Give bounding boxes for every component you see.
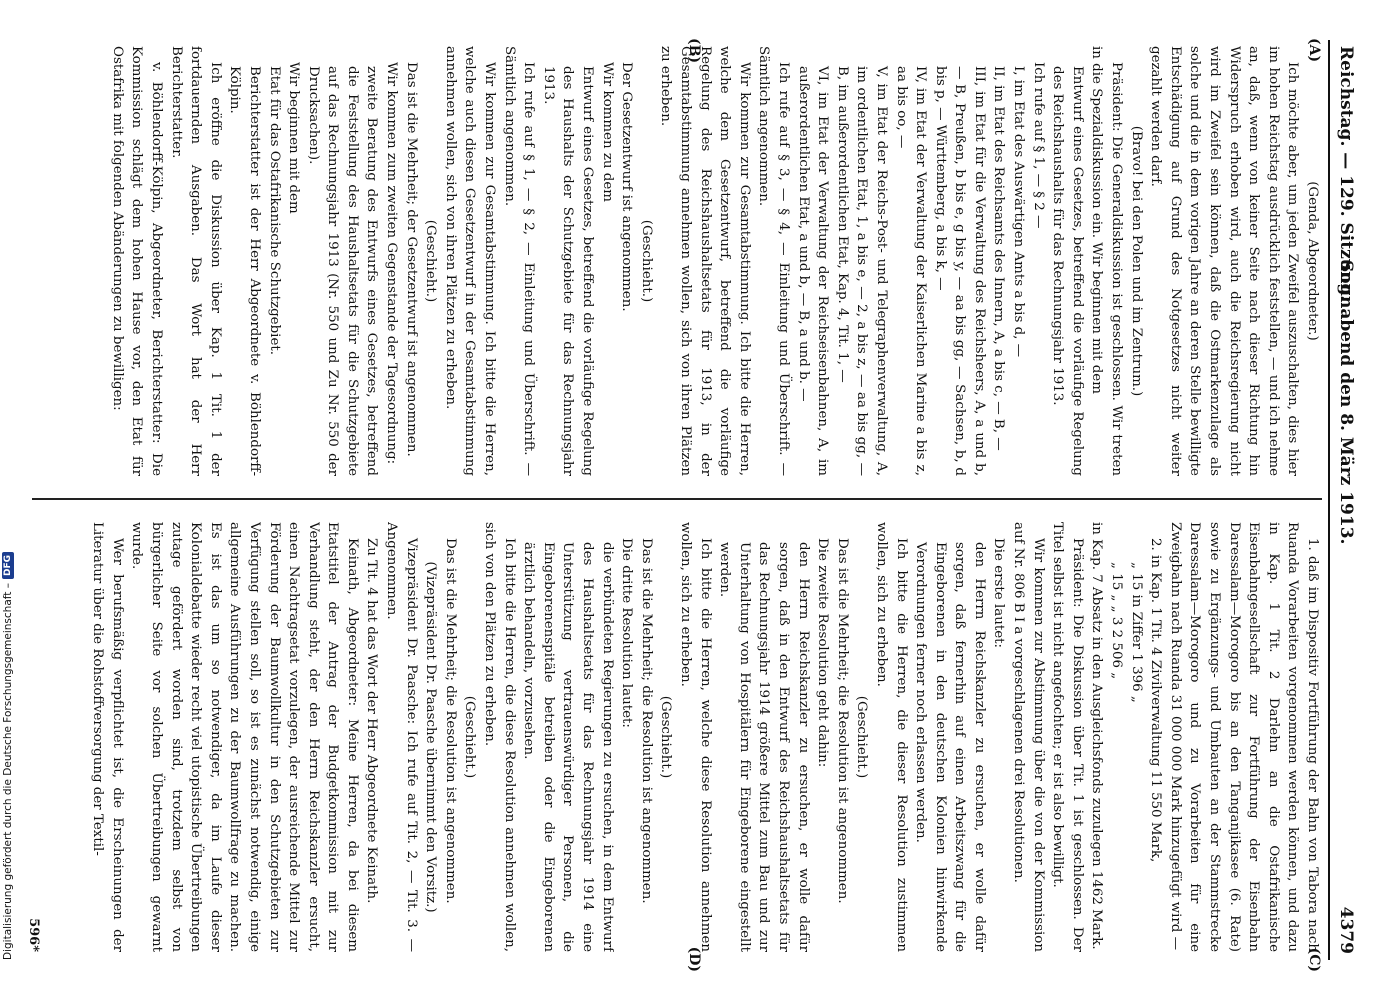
scanned-page (22, 38, 1362, 972)
page-number: 4379 (1336, 906, 1356, 954)
credit-strip (0, 40, 17, 960)
paragraph: Etat für das Ostafrikanische Schutzgebiet. (266, 66, 282, 356)
credit-text: Digitalisierung gefördert durch die Deutsche Forschungsgemeinschaft – (2, 583, 14, 960)
paragraph: die verbündeten Regierungen zu ersuchen, in dem Entwurf des Haushaltsetats für das Rechnungsjahr 1914 eine Unterstützung vertrauenswürdiger Personen, die Eingeborenenspitäle betreiben oder die Eingeborenen ärztlich behandeln, vorzusehen. (521, 542, 615, 952)
paragraph: (Vizepräsident Dr. Paasche übernimmt den Vorsitz.) (423, 561, 439, 913)
paragraph: v. Böhlendorff-Kölpin, Abgeordneter, Berichterstatter: Die Kommission schlägt dem hohen Hause vor, den Etat für Ostafrika mit folgenden Abänderungen zu bewilligen: (109, 46, 164, 476)
left-text-column (32, 46, 1322, 476)
paragraph: Wer berufsmäßig verpflichtet ist, die Erscheinungen der Literatur über die Rohstoffversorgung der Textil- (90, 522, 125, 952)
margin-marker-d: (D) (686, 946, 702, 972)
paragraph: Wir kommen zu dem (599, 62, 615, 202)
paragraph: Das ist die Mehrheit; die Resolution ist angenommen. (638, 538, 654, 904)
paragraph: (Geschieht.) (638, 219, 654, 303)
paragraph: Ich rufe auf § 1, — § 2, — Einleitung und Überschrift. — Sämtlich angenommen. (501, 46, 537, 476)
paragraph: Das ist die Mehrheit; die Resolution ist angenommen. (442, 538, 458, 904)
paragraph: IV, im Etat der Verwaltung der Kaiserlichen Marine a bis z, aa bis oo, — (893, 66, 929, 476)
paragraph: Vizepräsident Dr. Paasche: Ich rufe auf Tit. 2, — Tit. 3. — Angenommen. (384, 522, 419, 952)
paragraph: Ich möchte aber, um jeden Zweifel auszuschalten, dies hier im hohen Reichstag ausdrücklich feststellen, — und ich nehme an, daß, wenn von keiner Seite nach dieser Richtung hin Widerspruch erhoben wird, auch die Reichsregierung nicht wird im Zweifel sein können, daß die Ostmarkenzulage als solche und die in dem vorigen Jahre an deren Stelle bewilligte Entschädigung auf Grund des Notgesetzes nicht weiter gezahlt werden darf. (1148, 46, 1301, 476)
paragraph: Zu Tit. 4 hat das Wort der Herr Abgeordnete Keinath. (364, 538, 380, 904)
paragraph: Wir kommen zur Abstimmung über die von der Kommission auf Nr. 806 B I a vorgeschlagenen drei Resolutionen. (1011, 522, 1046, 952)
paragraph: Berichterstatter ist der Herr Abgeordnete v. Böhlendorff-Kölpin. (227, 66, 262, 476)
paragraph: (Genda, Abgeordneter.) (1305, 181, 1320, 341)
paragraph: Ich bitte die Herren, die dieser Resolution zustimmen wollen, sich zu erheben. (873, 522, 909, 952)
column-divider (32, 498, 1322, 500)
paragraph: Ich rufe auf § 1, — § 2 — (1030, 62, 1046, 229)
paragraph: zweite Beratung des Entwurfs eines Gesetzes, betreffend die Feststellung des Haushaltsetats für die Schutzgebiete auf das Rechnungsjahr 1913 (Nr. 550 und Zu Nr. 550 der Drucksachen). (305, 66, 380, 476)
paragraph: den Herrn Reichskanzler zu ersuchen, er wolle dafür sorgen, daß fernerhin auf einen Arbeitszwang für die Eingeborenen in den deutschen Kolonien hinwirkende Verordnungen ferner noch erlassen werden. (913, 542, 987, 952)
paragraph: Entwurf eines Gesetzes, betreffend die vorläufige Regelung des Haushalts der Schutzgebiete für das Rechnungsjahr 1913. (540, 66, 596, 476)
paragraph: „ 15 in Ziffer 1 396 „ (1128, 562, 1144, 703)
margin-marker-b: (B) (686, 38, 702, 64)
paragraph: Präsident: Die Generaldiskussion ist geschlossen. Wir treten in die Spezialdiskussion ein. Wir beginnen mit dem (1089, 46, 1125, 476)
paragraph: Die zweite Resolution geht dahin: (815, 538, 831, 768)
right-text-column (32, 522, 1322, 952)
paragraph: Wir beginnen mit dem (286, 62, 302, 214)
paragraph: Das ist die Mehrheit; der Gesetzentwurf ist angenommen. (403, 62, 419, 457)
paragraph: Ich bitte die Herren, die diese Resolution annehmen wollen, sich von den Plätzen zu erheben. (482, 522, 517, 952)
paragraph: Keinath, Abgeordneter: Meine Herren, da bei diesem Etatstitel der Antrag der Budgetkommission mit zur Verhandlung steht, der den Herrn Reichskanzler ersucht, einen Nachtragsetat vorzulegen, der ausreichende Mittel zur Förderung der Baumwollkultur in den Schutzgebieten zur Verfügung stellen soll, so ist es zunächst notwendig, einige allgemeine Ausführungen zu der Baumwollfrage zu machen. Es ist das um so notwendiger, da im Laufe dieser Kolonialdebatte wieder recht viel utopistische Übertreibungen zutage gefördert worden sind, trotzdem selbst von bürgerlicher Seite vor solchen Übertreibungen gewarnt wurde. (129, 522, 360, 952)
paragraph: III, im Etat für die Verwaltung des Reichsheers, A, a und b, — B, Preußen, b bis e, g bis y, — aa bis gg, — Sachsen, b, d bis p, — Württemberg, a bis k, — (932, 66, 987, 476)
paragraph: den Herrn Reichskanzler zu ersuchen, er wolle dafür sorgen, daß in den Entwurf des Reichshaushaltsetats für das Rechnungsjahr 1914 größere Mittel zum Bau und zur Unterhaltung von Hospitälern für Eingeborene eingestellt werden. (717, 542, 811, 952)
paragraph: Präsident: Die Diskussion über Tit. 1 ist geschlossen. Der Titel selbst ist nicht angefochten; er ist also bewilligt. (1050, 522, 1085, 952)
paragraph: Ich eröffne die Diskussion über Kap. 1 Tit. 1 der fortdauernden Ausgaben. Das Wort hat der Herr Berichterstatter. (168, 46, 223, 476)
paragraph: I, im Etat des Auswärtigen Amts a bis d, — (1011, 66, 1027, 358)
paragraph: (Bravo! bei den Polen und im Zentrum.) (1128, 125, 1144, 397)
paragraph: in Kap. 7 Absatz in den Ausgleichsfonds zuzulegen 1462 Mark. (1089, 522, 1105, 950)
header-rule (1328, 40, 1330, 960)
paragraph: Entwurf eines Gesetzes, betreffend die vorläufige Regelung des Reichshaushalts für das Rechnungsjahr 1913. (1050, 66, 1085, 476)
paragraph: 1. daß im Dispositiv Fortführung der Bahn von Tabora nach Ruanda Vorarbeiten vorgenommen werden können, und dazu in Kap. 1 Tit. 2 Darlehn an die Ostafrikanische Eisenbahngesellschaft zur Fortführung der Eisenbahn Daressalam—Morogoro bis an den Tanganjikasee (6. Rate) sowie zu Ergänzungs- und Umbauten an der Stammstrecke Daressalam—Morogoro und zu Vorarbeiten für eine Zweigbahn nach Ruanda 31 000 000 Mark hinzugefügt wird — (1167, 522, 1320, 952)
paragraph: Wir kommen zur Gesamtabstimmung. Ich bitte die Herren, welche dem Gesetzentwurf, betreffend die vorläufige Regelung des Reichshaushaltsetats für 1913, in der Gesamtabstimmung annehmen wollen, sich von ihren Plätzen zu erheben. (658, 46, 752, 476)
paragraph: II, im Etat des Reichsamts des Innern, A, a bis c, — B, — (991, 66, 1007, 451)
header-left: Reichstag. — 129. Sitzung. (1336, 46, 1356, 302)
paragraph: Wir kommen zur Gesamtabstimmung. Ich bitte die Herren, welche auch diesen Gesetzentwurf in der Gesamtabstimmung annehmen wollen, sich von ihren Plätzen zu erheben. (442, 46, 498, 476)
paragraph: V, im Etat der Reichs-Post- und Telegraphenverwaltung, A, im ordentlichen Etat, 1, a bis e, — 2, a bis z, — aa bis gg, — B, im außerordentlichen Etat, Kap. 4, Tit. 1, — (834, 66, 889, 476)
paragraph: (Geschieht.) (854, 695, 870, 779)
dfg-logo: DFG (2, 552, 14, 579)
paragraph: Der Gesetzentwurf ist angenommen. (619, 62, 635, 312)
paragraph: „ 15 „ „ 3 2 506 „ (1109, 562, 1125, 680)
paragraph: (Geschieht.) (423, 219, 439, 303)
paragraph: 2. in Kap. 1 Tit. 4 Zivilverwaltung 11 550 Mark, (1148, 538, 1164, 863)
paragraph: Die dritte Resolution lautet: (619, 538, 635, 728)
paragraph: Die erste lautet: (991, 538, 1007, 649)
paragraph: Ich bitte die Herren, welche diese Resolution annehmen wollen, sich zu erheben. (678, 522, 713, 952)
margin-marker-a: (A) (1306, 38, 1322, 63)
header-center: Sonnabend den 8. März 1913. (1336, 260, 1356, 545)
page-header (1332, 40, 1356, 960)
paragraph: VI, im Etat der Verwaltung der Reichseisenbahnen, A, im außerordentlichen Etat, a und b, — B, a und b. — (795, 66, 831, 476)
paragraph: Ich rufe auf § 3, — § 4, — Einleitung und Überschrift. — Sämtlich angenommen. (756, 46, 791, 476)
paragraph: (Geschieht.) (462, 695, 478, 779)
paragraph: Wir kommen zum zweiten Gegenstande der Tagesordnung: (384, 62, 400, 465)
paragraph: (Geschieht.) (658, 695, 674, 779)
paragraph: Das ist die Mehrheit; die Resolution ist angenommen. (834, 538, 850, 904)
margin-marker-c: (C) (1306, 947, 1322, 972)
printer-signature: 596* (26, 918, 41, 952)
